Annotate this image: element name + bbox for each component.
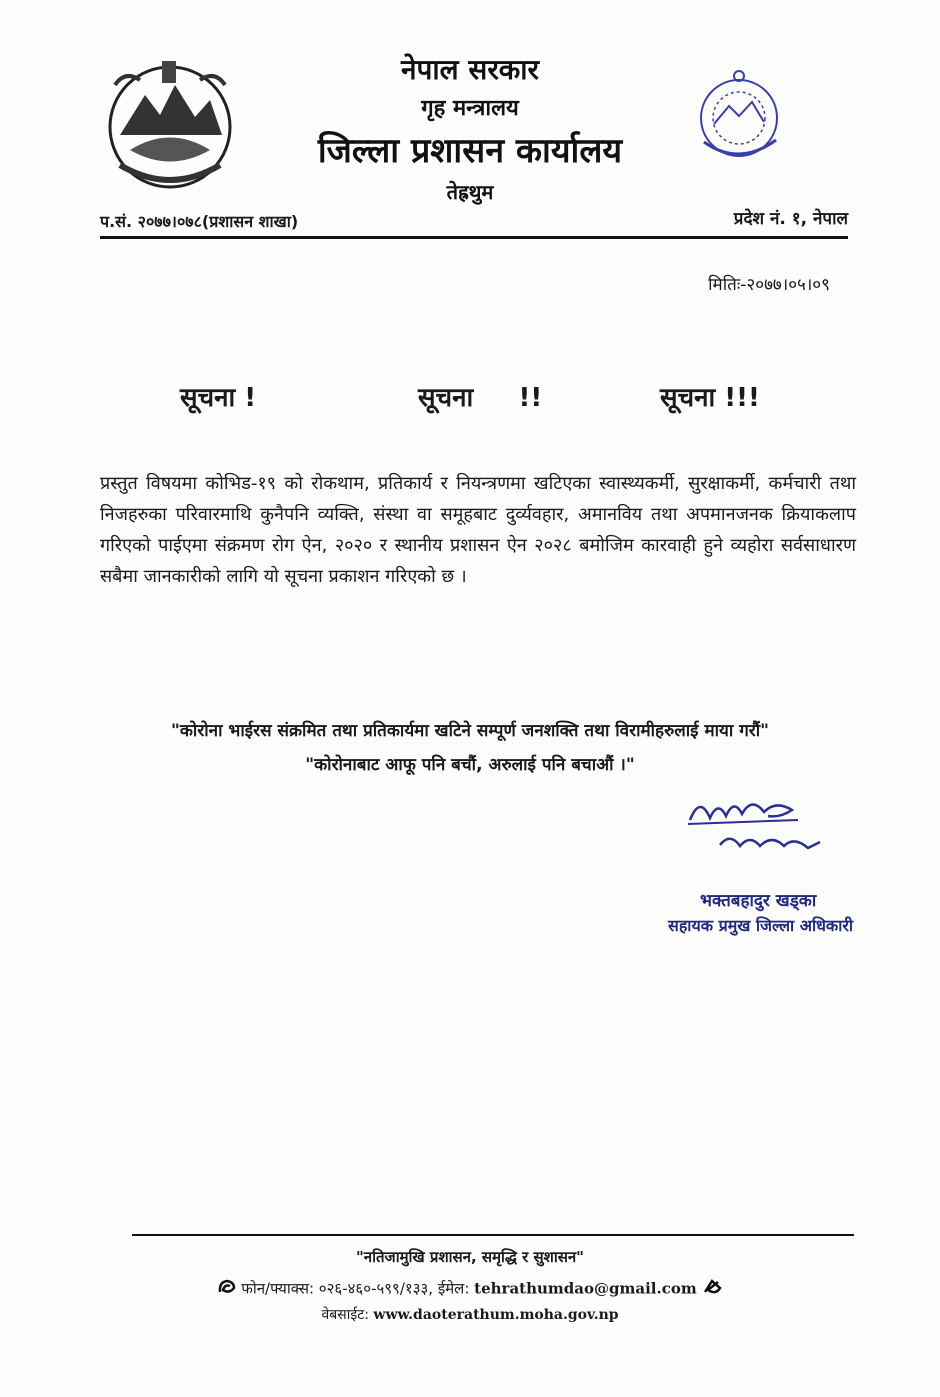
footer-divider — [132, 1234, 854, 1236]
header-divider — [100, 236, 848, 239]
office-name: जिल्ला प्रशासन कार्यालय — [317, 131, 623, 171]
notice-date: मितिः-२०७७।०५।०९ — [708, 275, 830, 295]
ministry-name: गृह मन्त्रालय — [421, 96, 519, 121]
district-name: तेह्रथुम — [446, 180, 494, 204]
signatory-title: सहायक प्रमुख जिल्ला अधिकारी — [668, 916, 854, 935]
mail-icon — [702, 1278, 724, 1300]
slogan-1: "कोरोना भाईरस संक्रमित तथा प्रतिकार्यमा खटिने सम्पूर्ण जनशक्ति तथा विरामीहरुलाई माया गरौं" — [171, 721, 769, 741]
website-link[interactable]: www.daoterathum.moha.gov.np — [373, 1307, 619, 1323]
reference-number: प.सं. २०७७।०७८(प्रशासन शाखा) — [100, 212, 299, 231]
notice-heading-2: सूचना !! — [418, 383, 543, 413]
email-link[interactable]: tehrathumdao@gmail.com — [474, 1279, 697, 1298]
govt-name: नेपाल सरकार — [400, 53, 540, 86]
signatory-name: भक्तबहादुर खड्का — [700, 891, 817, 911]
handwritten-signature — [680, 790, 830, 860]
province-label: प्रदेश नं. १, नेपाल — [733, 209, 848, 229]
website-label: वेबसाईट: — [321, 1307, 369, 1323]
notice-heading-3: सूचना !!! — [660, 383, 760, 413]
notice-body: प्रस्तुत विषयमा कोभिड-१९ को रोकथाम, प्रतिकार्य र नियन्त्रणमा खटिएका स्वास्थ्यकर्मी, सुरक्षाकर्मी, कर्मचारी तथा निजहरुका परिवारमाथि कुनैपनि व्यक्ति, संस्था वा समूहबाट दुर्व्यवहार, अमानविय तथा अपमानजनक क्रियाकलाप गरिएको पाईएमा संक्रमण रोग ऐन, २०२० र स्थानीय प्रशासन ऐन २०२८ बमोजिम कारवाही हुने व्यहोरा सर्वसाधारण सबैमा जानकारीको लागि यो सूचना प्रकाशन गरिएको छ । — [100, 473, 856, 587]
phone-icon — [217, 1278, 237, 1300]
footer-contact — [0, 1278, 940, 1300]
notice-heading-1: सूचना ! — [180, 383, 257, 413]
contact-label: फोन/फ्याक्स: ०२६-४६०-५९९/१३३, ईमेल: — [241, 1279, 470, 1298]
footer-motto: "नतिजामुखि प्रशासन, समृद्धि र सुशासन" — [355, 1248, 584, 1266]
footer-website — [0, 1305, 940, 1324]
slogan-2: "कोरोनाबाट आफू पनि बचौं, अरुलाई पनि बचाऔं ।" — [305, 755, 635, 775]
